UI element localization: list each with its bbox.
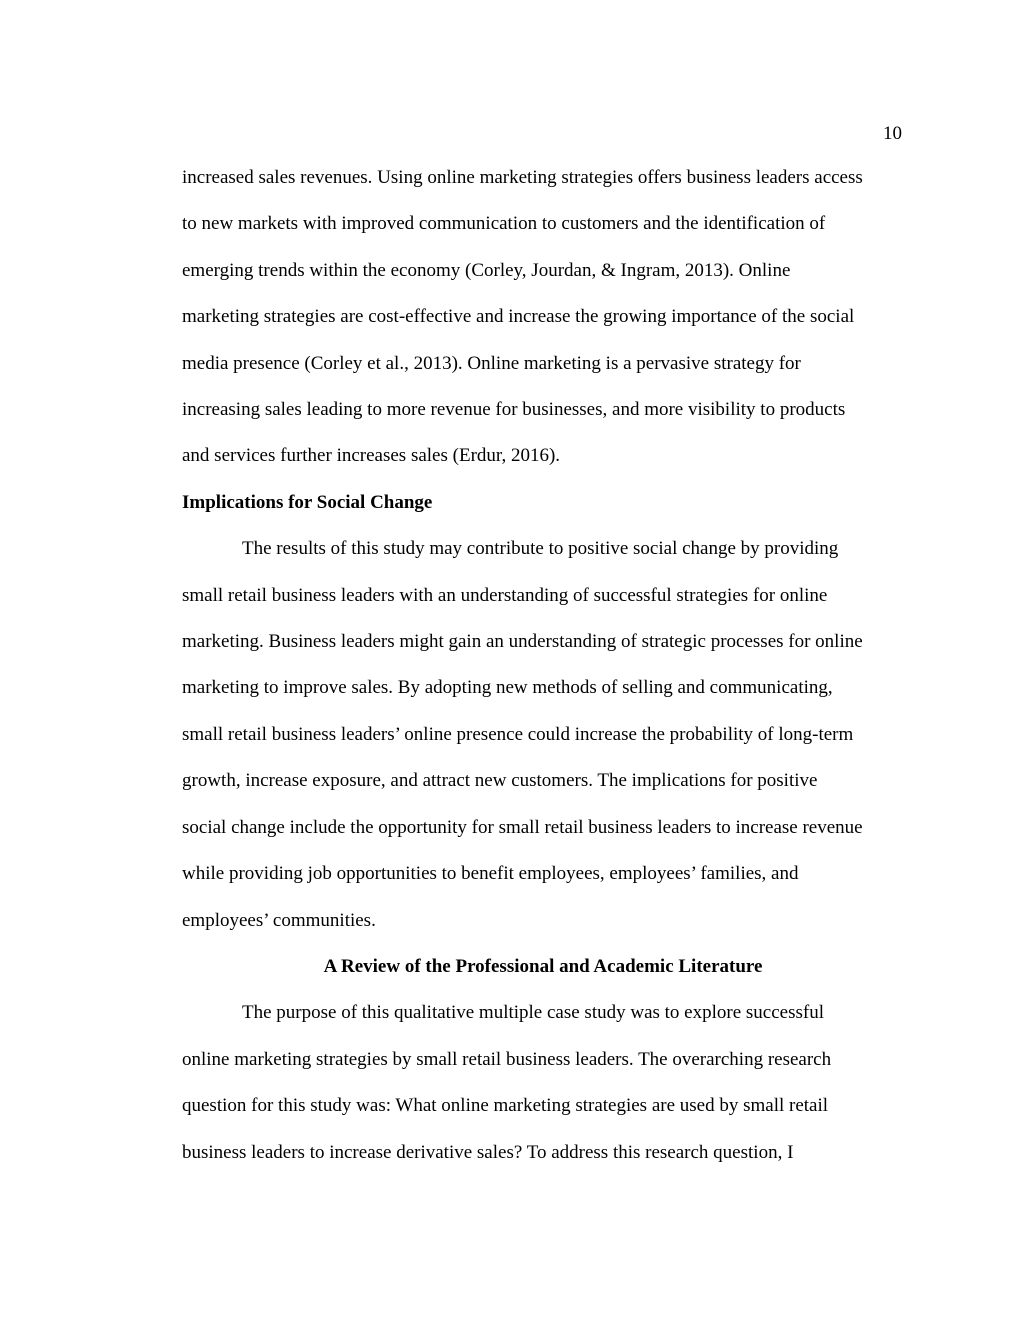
text-line: while providing job opportunities to benefit employees, employees’ families, and <box>182 863 799 885</box>
paragraph-social-change <box>182 526 904 944</box>
text-line: question for this study was: What online marketing strategies are used by small retail <box>182 1095 829 1117</box>
text-line: employees’ communities. <box>182 909 376 931</box>
page-number: 10 <box>883 123 902 144</box>
section-heading-social-change: Implications for Social Change <box>182 491 433 513</box>
text-line: emerging trends within the economy (Corley, Jourdan, & Ingram, 2013). Online <box>182 259 791 281</box>
text-line: marketing to improve sales. By adopting new methods of selling and communicating, <box>182 677 833 699</box>
text-line: marketing strategies are cost-effective and increase the growing importance of the social <box>182 306 855 328</box>
text-line: online marketing strategies by small retail business leaders. The overarching research <box>182 1048 832 1070</box>
text-line: small retail business leaders with an understanding of successful strategies for online <box>182 584 828 606</box>
document-body <box>182 155 904 1176</box>
text-line: marketing. Business leaders might gain an understanding of strategic processes for online <box>182 631 863 653</box>
text-line: small retail business leaders’ online presence could increase the probability of long-term <box>182 723 854 745</box>
text-line: increased sales revenues. Using online marketing strategies offers business leaders access <box>182 167 863 188</box>
section-heading-literature-review: A Review of the Professional and Academic Literature <box>323 955 763 977</box>
text-line: The results of this study may contribute to positive social change by providing <box>242 538 839 560</box>
text-line: business leaders to increase derivative sales? To address this research question, I <box>182 1141 794 1163</box>
text-line: to new markets with improved communication to customers and the identification of <box>182 213 826 235</box>
text-line: The purpose of this qualitative multiple case study was to explore successful <box>242 1002 824 1024</box>
paragraph-continued <box>182 155 904 480</box>
text-line: media presence (Corley et al., 2013). Online marketing is a pervasive strategy for <box>182 352 801 374</box>
text-line: increasing sales leading to more revenue for businesses, and more visibility to products <box>182 399 846 421</box>
text-line: and services further increases sales (Erdur, 2016). <box>182 445 561 467</box>
text-line: growth, increase exposure, and attract new customers. The implications for positive <box>182 770 818 792</box>
text-line: social change include the opportunity for small retail business leaders to increase revenue <box>182 816 863 838</box>
paragraph-literature-review <box>182 990 904 1176</box>
